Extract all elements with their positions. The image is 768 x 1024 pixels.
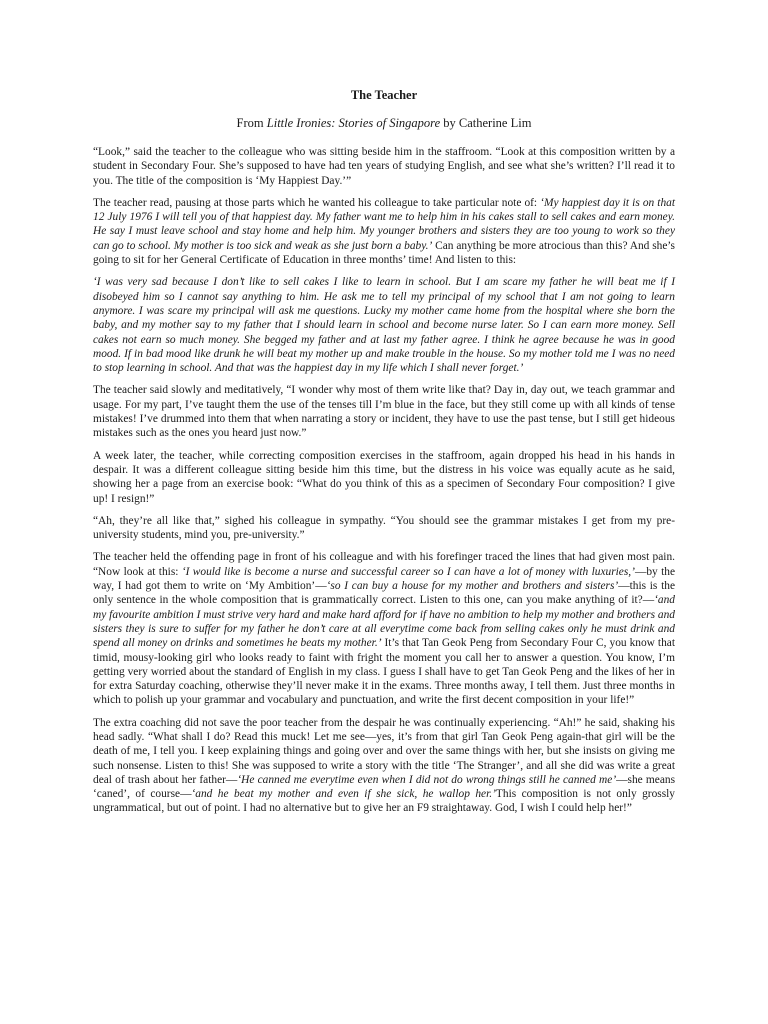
p8-quote-2: ‘and he beat my mother and even if she sick, he wallop her.’ xyxy=(191,788,496,801)
p7-text-2: —by the way, I had got them to write on ‘My Ambition’— xyxy=(93,565,676,593)
p8-text-2: —she means ‘caned’, of course— xyxy=(93,773,675,801)
p2-quote-1: ‘My happiest day it is on that 12 July 1976 I will tell you of that happiest day. My father want me to help him in his cakes stall to sell cakes and earn money. He say I must leave school and stay home and help him. My younger brothers and sisters they are too young to work so they can go to school. My mother is too sick and weak as she just born a baby.’ xyxy=(93,196,675,252)
paragraph-7 xyxy=(93,550,675,707)
page-title: The Teacher xyxy=(350,88,418,102)
book-title: Little Ironies: Stories of Singapore xyxy=(266,116,441,130)
paragraph-3 xyxy=(93,275,675,375)
p7-text-4: It’s that Tan Geok Peng from Secondary Four C, you know that timid, mousy-looking girl who looks ready to faint with fright the moment you call her to answer a question. You know, I’m getting very worried about the standard of English in my class. I guess I shall have to get Tan Geok Peng and the likes of her in for extra Saturday coaching, otherwise they’ll never make it in the exams. Three months away, I tell them. Just three months in which to polish up your grammar and vocabulary and punctuation, and write the first decent composition in your life!” xyxy=(93,637,675,707)
p7-text-3: —this is the only sentence in the whole composition that is grammatically correct. Listen to this one, can you make anything of it?— xyxy=(93,580,675,607)
paragraph-1: “Look,” said the teacher to the colleague who was sitting beside him in the staffroom. “Look at this composition written by a student in Secondary Four. She’s supposed to have had ten years of studying English, and see what she’s written? I’ll read it to you. The title of the composition is ‘My Happiest Day.’” xyxy=(93,146,675,187)
p7-quote-3: ‘and my favourite ambition I must strive very hard and make hard afford for if have no ambition to help my mother and brothers and sisters they is sure to suffer for my father he don’t care at all everytime come back from selling cakes only he must drink and spend all money on drinks and sometimes he beats my mother.’ xyxy=(93,594,675,650)
subtitle-prefix: From xyxy=(236,116,267,130)
p2-text-2: Can anything be more atrocious than this? And she’s going to sit for her General Certificate of Education in three months’ time! And listen to this: xyxy=(93,239,675,267)
subtitle-author: by Catherine Lim xyxy=(440,116,532,130)
p8-quote-1: ‘He canned me everytime even when I did not do wrong things still he canned me’ xyxy=(237,773,617,786)
document-body xyxy=(93,88,675,824)
p8-text-1: The extra coaching did not save the poor teacher from the despair he was continually experiencing. “Ah!” he said, shaking his head sadly. “What shall I do? Read this muck! Let me see—yes, it’s from that girl Tan Geok Peng again-that girl will be the death of me, I tell you. I keep explaining things and going over and over the same things with her, but she insists on giving me such nonsense. Listen to this! She was supposed to write a story with the title ‘The Stranger’, and all she did was write a great deal of trash about her father— xyxy=(93,716,675,786)
p7-quote-2: ‘so I can buy a house for my mother and brothers and sisters’ xyxy=(326,580,619,593)
p7-quote-1: ‘I would like is become a nurse and successful career so I can have a lot of money with luxuries,’ xyxy=(181,565,635,578)
p7-text-1: The teacher held the offending page in front of his colleague and with his forefinger traced the lines that had given most pain. “Now look at this: xyxy=(93,551,675,578)
paragraph-8 xyxy=(93,716,675,816)
paragraph-5: A week later, the teacher, while correcting composition exercises in the staffroom, again dropped his head in his hands in despair. It was a different colleague sitting beside him this time, but the distress in his voice was equally acute as he said, showing her a page from an exercise book: “What do you think of this as a specimen of Secondary Four composition? I give up! I resign!” xyxy=(93,449,675,505)
page-subtitle xyxy=(93,116,675,131)
p2-text-1: The teacher read, pausing at those parts which he wanted his colleague to take particular note of: xyxy=(93,196,541,209)
p3-quote: ‘I was very sad because I don’t like to sell cakes I like to learn in school. But I am scare my father he will beat me if I disobeyed him so I cannot say anything to him. He ask me to tell my principal of my school that I am not going to learn anymore. I was scare my principal will ask me questions. Lucky my mother came home from the hospital where she born the baby, and my mother say to my father that I should learn in school and become nurse later. So I can earn more money. Sell cakes not earn so much money. She begged my father and at last my father agree. I think he agree because he was in good mood. If in bad mood like drunk he will beat my mother up and make trouble in the house. So my mother told me I was no need to stop learning in school. And that was the happiest day in my life which I shall never forget.’ xyxy=(93,276,675,375)
p8-text-3: This composition is not only grossly ungrammatical, but out of point. I had no alternative but to give her an F9 straightaway. God, I wish I could help her!” xyxy=(93,788,676,815)
paragraph-2 xyxy=(93,196,675,267)
paragraph-6: “Ah, they’re all like that,” sighed his colleague in sympathy. “You should see the grammar mistakes I get from my pre-university students, mind you, pre-university.” xyxy=(93,514,675,542)
paragraph-4: The teacher said slowly and meditatively, “I wonder why most of them write like that? Day in, day out, we teach grammar and usage. For my part, I’ve taught them the use of the tenses till I’m blue in the face, but they still come up with all kinds of tense mistakes! I’ve drummed into them that when narrating a story or incident, they have to use the past tense, but I still get hideous mistakes such as the ones you heard just now.” xyxy=(93,384,675,440)
